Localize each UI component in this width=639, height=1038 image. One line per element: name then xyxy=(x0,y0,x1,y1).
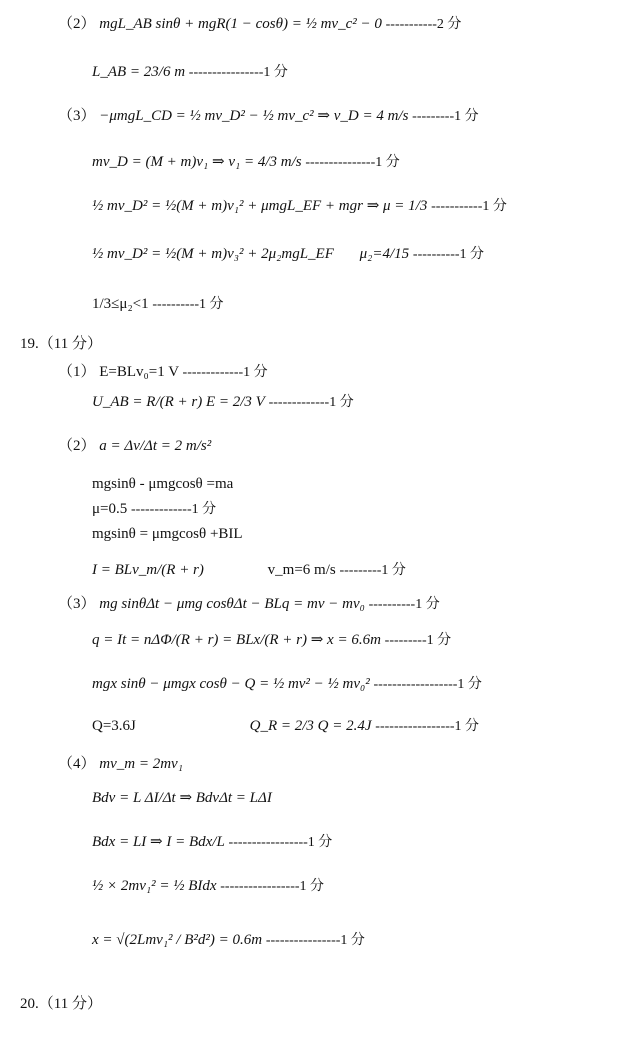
solution-line-19-1 xyxy=(58,362,268,383)
solution-line-19-3d xyxy=(92,716,479,737)
part-label: （3） xyxy=(58,108,96,124)
solution-line-18-2b xyxy=(92,62,288,83)
equation-secondary: μ₂=4/15 xyxy=(359,246,410,262)
solution-line-19-2 xyxy=(58,436,211,456)
score-mark: -------------1 分 xyxy=(131,502,217,517)
equation: mv_m = 2mv₁ xyxy=(99,756,183,772)
part-label: （1） xyxy=(58,364,96,380)
score-mark: ----------------1 分 xyxy=(188,65,288,80)
score-mark: ----------1 分 xyxy=(412,247,485,262)
equation: Bdx = LI ⇒ I = Bdx/L xyxy=(92,834,225,850)
solution-line-19-3 xyxy=(58,594,440,615)
equation: Q=3.6J xyxy=(92,718,136,734)
part-label: （2） xyxy=(58,438,96,454)
score-mark: ---------------1 分 xyxy=(305,155,400,170)
score-mark: ----------------1 分 xyxy=(265,933,365,948)
equation: mg sinθΔt − μmg cosθΔt − BLq = mv − mv₀ xyxy=(99,596,365,612)
score-mark: ---------1 分 xyxy=(339,563,406,578)
solution-line-19-3c xyxy=(92,674,482,695)
question-heading-20: 20.（11 分） xyxy=(20,996,102,1012)
equation-secondary: v_m=6 m/s xyxy=(267,562,336,578)
solution-line-18-3b xyxy=(92,152,400,173)
equation: x = √(2Lmv₁² / B²d²) = 0.6m xyxy=(92,932,263,948)
equation: −μmgL_CD = ½ mv_D² − ½ mv_c² ⇒ v_D = 4 m/s xyxy=(99,108,409,124)
equation: mgsinθ = μmgcosθ +BIL xyxy=(92,526,243,542)
part-label: （2） xyxy=(58,16,96,32)
score-mark: -----------------1 分 xyxy=(228,835,333,850)
solution-line-18-3c xyxy=(92,196,507,217)
equation: ½ × 2mv₁² = ½ BIdx xyxy=(92,878,217,894)
solution-line-19-2b xyxy=(92,474,233,494)
solution-line-19-2c xyxy=(92,499,216,520)
question-heading-19: 19.（11 分） xyxy=(20,336,102,352)
part-label: （3） xyxy=(58,596,96,612)
solution-line-19-2e xyxy=(92,560,406,581)
solution-line-19-3b xyxy=(92,630,451,651)
equation: μ=0.5 xyxy=(92,501,128,517)
equation: a = Δv/Δt = 2 m/s² xyxy=(99,438,212,454)
solution-line-19-4b xyxy=(92,788,272,808)
equation: mgx sinθ − μmgx cosθ − Q = ½ mv² − ½ mv₀² xyxy=(92,676,370,692)
equation: mgL_AB sinθ + mgR(1 − cosθ) = ½ mv_c² − 0 xyxy=(99,16,382,32)
solution-line-19-4d xyxy=(92,876,324,897)
score-mark: -----------1 分 xyxy=(431,199,507,214)
score-mark: ------------------1 分 xyxy=(373,677,482,692)
equation: L_AB = 23/6 m xyxy=(92,64,186,80)
equation-secondary: Q_R = 2/3 Q = 2.4J xyxy=(249,718,372,734)
equation: U_AB = R/(R + r) E = 2/3 V xyxy=(92,394,265,410)
score-mark: ----------1 分 xyxy=(152,297,224,312)
solution-line-18-3 xyxy=(58,106,479,127)
equation: Bdv = L ΔI/Δt ⇒ BdvΔt = LΔI xyxy=(92,790,272,806)
equation: q = It = nΔΦ/(R + r) = BLx/(R + r) ⇒ x = 6.6m xyxy=(92,632,381,648)
solution-line-19-2d xyxy=(92,524,243,544)
solution-line-18-3e xyxy=(92,294,224,315)
part-label: （4） xyxy=(58,756,96,772)
equation: mgsinθ - μmgcosθ =ma xyxy=(92,476,234,492)
score-mark: -----------2 分 xyxy=(385,17,462,32)
equation: E=BLv₀=1 V xyxy=(99,364,179,380)
solution-line-19-4 xyxy=(58,754,183,774)
solution-line-19-1b xyxy=(92,392,354,413)
solution-line-19-4e xyxy=(92,930,365,951)
equation: ½ mv_D² = ½(M + m)v₃² + 2μ₂mgL_EF xyxy=(92,246,334,262)
equation: mv_D = (M + m)v₁ ⇒ v₁ = 4/3 m/s xyxy=(92,154,302,170)
score-mark: -----------------1 分 xyxy=(375,719,480,734)
solution-line-18-3d xyxy=(92,244,484,265)
equation: I = BLv_m/(R + r) xyxy=(92,562,204,578)
score-mark: ---------1 分 xyxy=(412,109,479,124)
equation: 1/3≤μ₂<1 xyxy=(92,296,149,312)
equation: ½ mv_D² = ½(M + m)v₁² + μmgL_EF + mgr ⇒ μ = 1/3 xyxy=(92,198,428,214)
score-mark: ---------1 分 xyxy=(384,633,452,648)
score-mark: -------------1 分 xyxy=(182,365,268,380)
solution-line-19-4c xyxy=(92,832,332,853)
score-mark: ----------1 分 xyxy=(368,597,440,612)
score-mark: -----------------1 分 xyxy=(220,879,325,894)
score-mark: -------------1 分 xyxy=(268,395,354,410)
solution-line-18-2 xyxy=(58,14,461,35)
